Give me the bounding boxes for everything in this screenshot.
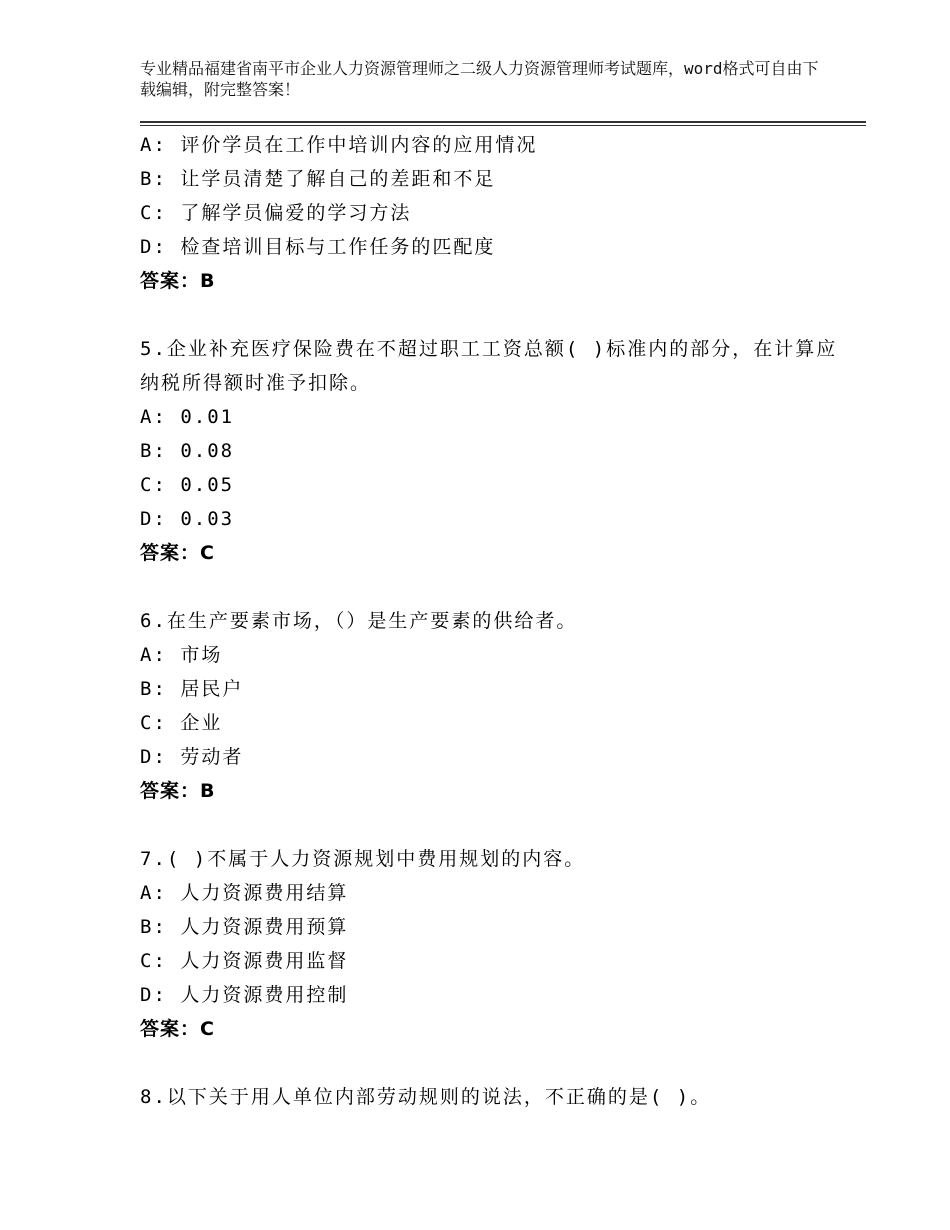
option-d: D: 劳动者 — [140, 746, 244, 768]
question-stem: 8.以下关于用人单位内部劳动规则的说法，不正确的是( )。 — [140, 1086, 712, 1108]
header-rule-thin — [140, 125, 866, 126]
option-a: A: 评价学员在工作中培训内容的应用情况 — [140, 134, 538, 156]
document-header: 专业精品福建省南平市企业人力资源管理师之二级人力资源管理师考试题库，word格式可自由下载编辑，附完整答案！ — [140, 59, 819, 99]
option-b: B: 居民户 — [140, 678, 244, 700]
question-list — [140, 128, 840, 1114]
option-b: B: 0.08 — [140, 440, 235, 462]
question-block-5 — [140, 332, 840, 570]
answer-line: 答案：C — [140, 542, 215, 564]
answer-line: 答案：B — [140, 780, 216, 802]
option-a: A: 市场 — [140, 644, 223, 666]
option-b: B: 让学员清楚了解自己的差距和不足 — [140, 168, 496, 190]
option-d: D: 检查培训目标与工作任务的匹配度 — [140, 236, 496, 258]
option-c: C: 企业 — [140, 712, 223, 734]
option-a: A: 人力资源费用结算 — [140, 882, 349, 904]
option-b: B: 人力资源费用预算 — [140, 916, 349, 938]
answer-line: 答案：C — [140, 1018, 215, 1040]
question-block-4 — [140, 128, 840, 298]
answer-line: 答案：B — [140, 270, 216, 292]
header-rule-thick — [140, 121, 866, 123]
question-block-6 — [140, 604, 840, 808]
question-block-8 — [140, 1080, 840, 1114]
option-d: D: 人力资源费用控制 — [140, 984, 349, 1006]
option-d: D: 0.03 — [140, 508, 235, 530]
question-stem: 5.企业补充医疗保险费在不超过职工工资总额( )标准内的部分，在计算应纳税所得额时准予扣除。 — [140, 338, 838, 394]
question-stem: 6.在生产要素市场，（）是生产要素的供给者。 — [140, 610, 578, 632]
question-block-7 — [140, 842, 840, 1046]
option-c: C: 了解学员偏爱的学习方法 — [140, 202, 412, 224]
question-stem: 7.( )不属于人力资源规划中费用规划的内容。 — [140, 848, 586, 870]
option-a: A: 0.01 — [140, 406, 235, 428]
option-c: C: 0.05 — [140, 474, 235, 496]
option-c: C: 人力资源费用监督 — [140, 950, 349, 972]
